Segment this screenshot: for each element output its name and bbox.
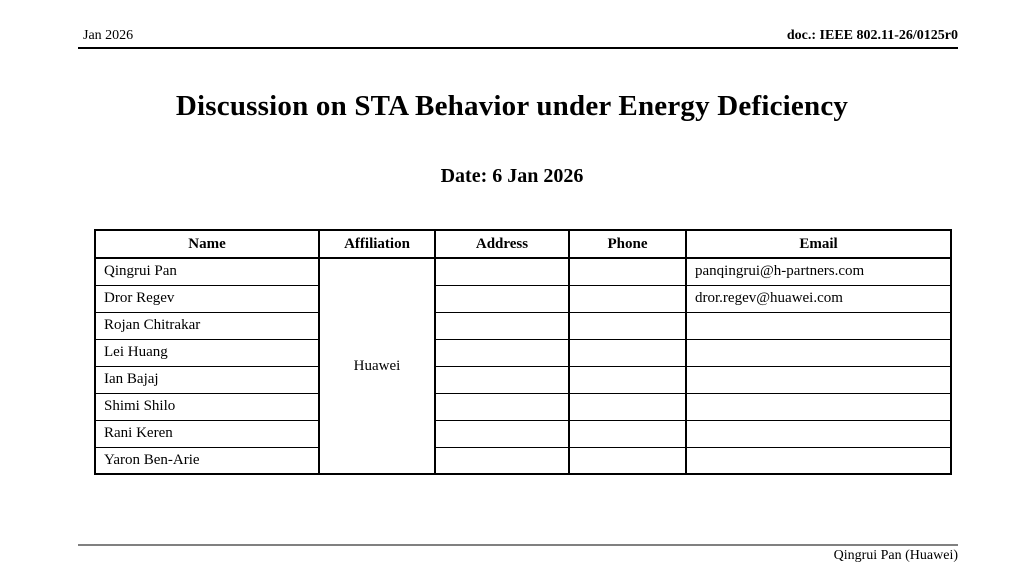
table-row: [95, 393, 951, 420]
author-address: [435, 339, 569, 366]
author-address: [435, 285, 569, 312]
table-header-row: [95, 230, 951, 258]
date-line: Date: 6 Jan 2026: [440, 165, 584, 187]
author-name: Lei Huang: [95, 339, 319, 366]
table-row: [95, 420, 951, 447]
table-row: [95, 339, 951, 366]
author-phone: [569, 339, 686, 366]
author-email: [686, 366, 951, 393]
author-email: [686, 420, 951, 447]
author-email: [686, 447, 951, 474]
author-name: Rojan Chitrakar: [95, 312, 319, 339]
author-address: [435, 312, 569, 339]
author-email: [686, 312, 951, 339]
table-row: [95, 285, 951, 312]
slide-title: Discussion on STA Behavior under Energy Deficiency: [175, 90, 849, 122]
header-doc-number: doc.: IEEE 802.11-26/0125r0: [786, 28, 958, 43]
author-name: Ian Bajaj: [95, 366, 319, 393]
author-address: [435, 447, 569, 474]
table-row: [95, 312, 951, 339]
table-row: [95, 447, 951, 474]
author-address: [435, 258, 569, 285]
authors-table: [94, 229, 952, 475]
author-email: panqingrui@h-partners.com: [686, 258, 951, 285]
header-date: Jan 2026: [83, 28, 134, 43]
author-email: [686, 393, 951, 420]
author-address: [435, 393, 569, 420]
affiliation-merged-cell: Huawei: [319, 258, 435, 474]
col-header-name: Name: [95, 230, 319, 258]
author-email: dror.regev@huawei.com: [686, 285, 951, 312]
author-name: Yaron Ben-Arie: [95, 447, 319, 474]
author-name: Shimi Shilo: [95, 393, 319, 420]
footer-credit: Qingrui Pan (Huawei): [833, 548, 958, 563]
col-header-email: Email: [686, 230, 951, 258]
table-row: [95, 258, 951, 285]
author-phone: [569, 393, 686, 420]
author-address: [435, 420, 569, 447]
author-email: [686, 339, 951, 366]
author-phone: [569, 312, 686, 339]
col-header-phone: Phone: [569, 230, 686, 258]
author-name: Dror Regev: [95, 285, 319, 312]
author-phone: [569, 285, 686, 312]
author-phone: [569, 420, 686, 447]
col-header-address: Address: [435, 230, 569, 258]
author-name: Qingrui Pan: [95, 258, 319, 285]
author-address: [435, 366, 569, 393]
author-name: Rani Keren: [95, 420, 319, 447]
footer-rule: [78, 544, 958, 546]
author-phone: [569, 258, 686, 285]
table-row: [95, 366, 951, 393]
author-phone: [569, 447, 686, 474]
author-phone: [569, 366, 686, 393]
header-rule: [78, 47, 958, 49]
col-header-affiliation: Affiliation: [319, 230, 435, 258]
